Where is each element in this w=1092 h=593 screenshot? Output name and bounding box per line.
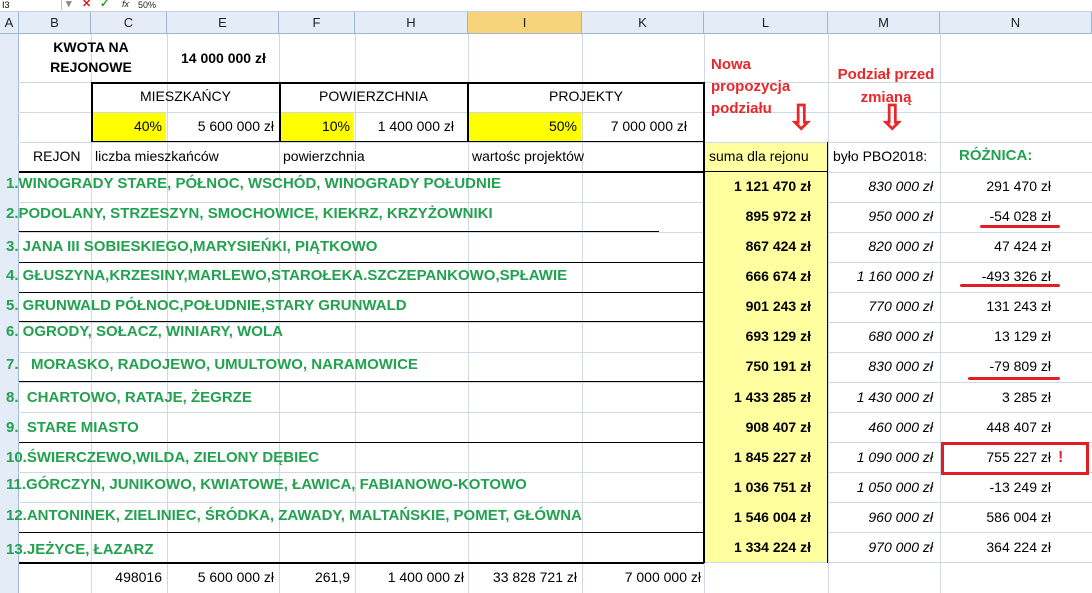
arrow-down-icon: ⇩ [787, 99, 816, 137]
district-name[interactable]: 12.ANTONINEK, ZIELINIEC, ŚRÓDKA, ZAWADY, MALTAŃSKIE, POMET, GŁÓWNA [6, 507, 582, 524]
name-box[interactable]: I3 [0, 0, 62, 10]
district-name[interactable]: 11.GÓRCZYN, JUNIKOWO, KWIATOWE, ŁAWICA, FABIANOWO-KOTOWO [6, 476, 527, 493]
roznica-cell[interactable]: 755 227 zł [986, 449, 1051, 465]
bylo-cell[interactable]: 1 430 000 zł [856, 389, 933, 405]
column-header-k[interactable]: K [582, 12, 704, 33]
roznica-cell[interactable]: 291 470 zł [986, 178, 1051, 194]
roznica-cell[interactable]: 47 424 zł [994, 238, 1051, 254]
bylo-cell[interactable]: 820 000 zł [868, 238, 933, 254]
column-header-i[interactable]: I [468, 12, 582, 33]
bylo-header: było PBO2018: [833, 148, 928, 164]
district-name[interactable]: 8. CHARTOWO, RATAJE, ŻEGRZE [6, 389, 252, 406]
arrow-down-icon: ⇩ [878, 99, 907, 137]
suma-cell[interactable]: 867 424 zł [745, 238, 811, 254]
suma-cell[interactable]: 1 334 224 zł [733, 539, 811, 555]
roznica-cell[interactable]: -54 028 zł [989, 208, 1051, 224]
dropdown-icon[interactable]: ▾ [66, 0, 72, 10]
suma-cell[interactable]: 750 191 zł [745, 358, 811, 374]
column-header-l[interactable]: L [704, 12, 828, 33]
column-header-n[interactable]: N [940, 12, 1092, 33]
suma-cell[interactable]: 901 243 zł [745, 298, 811, 314]
district-name[interactable]: 3. JANA III SOBIESKIEGO,MARYSIEŃKI, PIĄTKOWO [6, 238, 378, 255]
roznica-cell[interactable]: -493 326 zł [981, 268, 1051, 284]
mieszkancy-header: MIESZKAŃCY [139, 88, 231, 104]
roznica-cell[interactable]: 131 243 zł [986, 298, 1051, 314]
column-header-a[interactable]: A [0, 12, 19, 33]
district-name[interactable]: 2.PODOLANY, STRZESZYN, SMOCHOWICE, KIEKRZ, KRZYŻOWNIKI [6, 205, 493, 222]
district-name[interactable]: 9. STARE MIASTO [6, 419, 139, 436]
bylo-cell[interactable]: 950 000 zł [868, 208, 933, 224]
amt-pow-cell[interactable]: 1 400 000 zł [377, 118, 454, 134]
roznica-cell[interactable]: 3 285 zł [1001, 389, 1051, 405]
roznica-cell[interactable]: -13 249 zł [989, 479, 1051, 495]
suma-cell[interactable]: 693 129 zł [745, 328, 811, 344]
suma-cell[interactable]: 1 845 227 zł [733, 449, 811, 465]
total-projekty[interactable]: 33 828 721 zł [492, 569, 577, 585]
suma-cell[interactable]: 1 036 751 zł [733, 479, 811, 495]
district-name[interactable]: 13.JEŻYCE, ŁAZARZ [6, 541, 154, 558]
fill-suma-column [705, 143, 827, 562]
total-powierzchnia[interactable]: 261,9 [314, 569, 350, 585]
roznica-cell[interactable]: -79 809 zł [989, 358, 1051, 374]
suma-cell[interactable]: 895 972 zł [745, 208, 811, 224]
total-proj-amount[interactable]: 7 000 000 zł [624, 569, 701, 585]
bylo-cell[interactable]: 680 000 zł [868, 328, 933, 344]
bylo-cell[interactable]: 970 000 zł [868, 539, 933, 555]
pct-mieszk-cell[interactable]: 40% [133, 118, 162, 134]
suma-cell[interactable]: 908 407 zł [745, 419, 811, 435]
powierzchnia-header: POWIERZCHNIA [319, 88, 428, 104]
function-icon[interactable]: fx [122, 0, 130, 9]
roznica-cell[interactable]: 364 224 zł [986, 539, 1051, 555]
wartosc-header: wartośc projektów [472, 148, 585, 164]
formula-input[interactable]: 50% [138, 0, 157, 10]
district-name[interactable]: 7. MORASKO, RADOJEWO, UMULTOWO, NARAMOWICE [6, 356, 418, 373]
red-underline [960, 284, 1060, 287]
suma-header: suma dla rejonu [709, 148, 809, 164]
bylo-cell[interactable]: 1 090 000 zł [856, 449, 933, 465]
cancel-icon[interactable]: ✕ [82, 0, 92, 10]
kwota-label: KWOTA NA REJONOWE [50, 39, 132, 75]
pct-pow-cell[interactable]: 10% [321, 118, 350, 134]
annotation-nowa-propozycja: Nowa propozycja podziału [711, 56, 791, 117]
suma-cell[interactable]: 1 433 285 zł [733, 389, 811, 405]
roznica-cell[interactable]: 586 004 zł [986, 509, 1051, 525]
district-name[interactable]: 10.ŚWIERCZEWO,WILDA, ZIELONY DĘBIEC [6, 449, 320, 466]
suma-cell[interactable]: 1 121 470 zł [733, 178, 811, 194]
district-name[interactable]: 6. OGRODY, SOŁACZ, WINIARY, WOLA [6, 323, 283, 340]
bylo-cell[interactable]: 830 000 zł [868, 178, 933, 194]
pct-proj-cell[interactable]: 50% [548, 118, 577, 134]
annotation-podzial: Podział przed zmianą [837, 66, 935, 106]
column-header-e[interactable]: E [167, 12, 279, 33]
formula-bar [0, 0, 1092, 12]
highlight-box [941, 442, 1089, 475]
total-pow-amount[interactable]: 1 400 000 zł [387, 569, 464, 585]
bylo-cell[interactable]: 770 000 zł [868, 298, 933, 314]
suma-cell[interactable]: 666 674 zł [745, 268, 811, 284]
bylo-cell[interactable]: 460 000 zł [868, 419, 933, 435]
red-underline [968, 377, 1060, 380]
district-name[interactable]: 5. GRUNWALD PÓŁNOC,POŁUDNIE,STARY GRUNWALD [6, 297, 407, 314]
column-header-b[interactable]: B [19, 12, 91, 33]
district-name[interactable]: 4. GŁUSZYNA,KRZESINY,MARLEWO,STAROŁEKA.SZCZEPANKOWO,SPŁAWIE [6, 267, 568, 284]
column-header-f[interactable]: F [279, 12, 355, 33]
kwota-value[interactable]: 14 000 000 zł [181, 50, 266, 66]
exclamation-mark: ! [1058, 449, 1064, 466]
roznica-cell[interactable]: 13 129 zł [994, 328, 1051, 344]
suma-cell[interactable]: 1 546 004 zł [733, 509, 811, 525]
red-underline [980, 225, 1060, 228]
bylo-cell[interactable]: 1 050 000 zł [856, 479, 933, 495]
projekty-header: PROJEKTY [549, 88, 623, 104]
roznica-header: RÓŻNICA: [959, 147, 1033, 164]
bylo-cell[interactable]: 960 000 zł [868, 509, 933, 525]
bylo-cell[interactable]: 1 160 000 zł [856, 268, 933, 284]
column-headers [0, 12, 1092, 34]
liczba-header: liczba mieszkańców [95, 148, 219, 164]
bylo-cell[interactable]: 830 000 zł [868, 358, 933, 374]
amt-proj-cell[interactable]: 7 000 000 zł [610, 118, 687, 134]
rejon-header: REJON [33, 148, 81, 164]
amt-mieszk-cell[interactable]: 5 600 000 zł [197, 118, 274, 134]
roznica-cell[interactable]: 448 407 zł [986, 419, 1051, 435]
column-header-h[interactable]: H [355, 12, 468, 33]
total-mieszk-amount[interactable]: 5 600 000 zł [197, 569, 274, 585]
total-mieszkancy[interactable]: 498016 [115, 569, 162, 585]
powierzchnia-subheader: powierzchnia [283, 148, 365, 164]
district-name[interactable]: 1.WINOGRADY STARE, PÓŁNOC, WSCHÓD, WINOGRADY POŁUDNIE [6, 175, 502, 192]
enter-icon[interactable]: ✓ [100, 0, 110, 10]
column-header-c[interactable]: C [91, 12, 167, 33]
column-header-m[interactable]: M [828, 12, 940, 33]
